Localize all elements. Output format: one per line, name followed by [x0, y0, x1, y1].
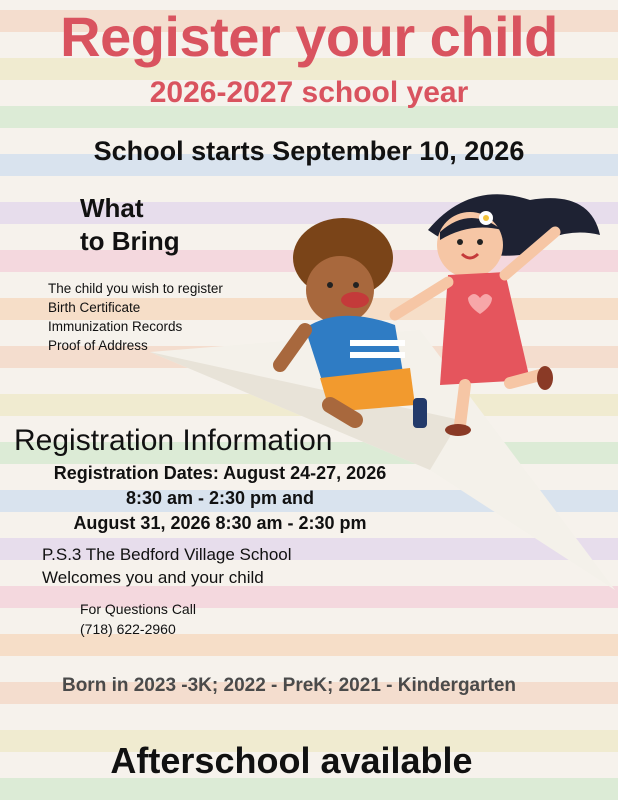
questions-label: For Questions Call [80, 601, 196, 617]
list-item: Proof of Address [48, 338, 148, 353]
eligibility-info: Born in 2023 -3K; 2022 - PreK; 2021 - Kindergarten [61, 675, 517, 696]
what-to-bring-list [48, 279, 223, 355]
school-name: P.S.3 The Bedford Village School [42, 545, 292, 564]
list-item: Immunization Records [48, 319, 183, 334]
questions-contact [80, 599, 196, 639]
school-start-date: School starts September 10, 2026 [93, 136, 525, 166]
registration-heading: Registration Information [14, 424, 333, 457]
school-year: 2026-2027 school year [149, 76, 469, 109]
what-to-bring-heading [80, 192, 180, 258]
girl-dress [440, 272, 530, 385]
school-welcome [42, 543, 292, 589]
welcome-text: Welcomes you and your child [42, 568, 264, 587]
what-to-bring-heading-line2: to Bring [80, 226, 180, 256]
registration-dates-line3: August 31, 2026 8:30 am - 2:30 pm [73, 513, 367, 533]
registration-dates-line2: 8:30 am - 2:30 pm and [125, 488, 315, 508]
what-to-bring-heading-line1: What [80, 193, 144, 223]
phone-number: (718) 622-2960 [80, 621, 176, 637]
registration-dates-line1: Registration Dates: August 24-27, 2026 [53, 463, 387, 483]
afterschool-banner: Afterschool available [110, 740, 473, 781]
list-item: Birth Certificate [48, 300, 141, 315]
registration-dates [0, 461, 440, 536]
list-item: The child you wish to register [48, 281, 223, 296]
flyer-title: Register your child [60, 5, 558, 68]
